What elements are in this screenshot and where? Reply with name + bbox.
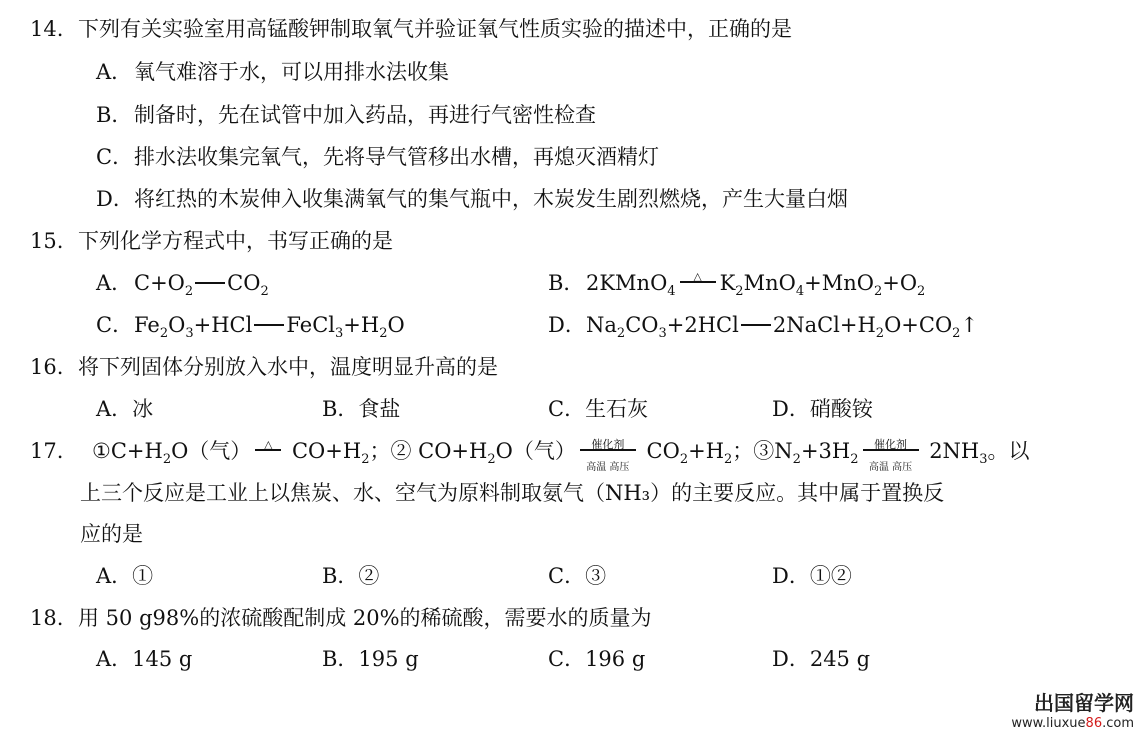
q14-stem: 14. 下列有关实验室用高锰酸钾制取氧气并验证氧气性质实验的描述中，正确的是 [30, 17, 792, 41]
equation-b: 2KMnO$_4$ △ $K_2MnO_4+MnO_2+O_2$ [586, 270, 926, 299]
q15-option-c: C．$Fe_2O_3+HCl$ $FeCl_3+H_2O$ [96, 313, 405, 341]
watermark-brand: 出国留学网 [1034, 691, 1134, 715]
q18-stem: 18. 用 50 g98%的浓硫酸配制成 20%的稀硫酸，需要水的质量为 [30, 606, 652, 630]
q14-option-b: B．制备时，先在试管中加入药品，再进行气密性检查 [96, 103, 596, 127]
q15-stem: 15. 下列化学方程式中，书写正确的是 [30, 229, 393, 253]
q16-option-c: C．生石灰 [548, 397, 649, 421]
equals-line [195, 282, 225, 284]
q15-option-d: D．$Na_2CO_3+2HCl$ $2NaCl+H_2O+CO_2↑$ [548, 313, 979, 341]
q18-option-c: C．196 g [548, 647, 646, 671]
q14-option-a: A．氧气难溶于水，可以用排水法收集 [96, 60, 449, 84]
q16-option-b: B．食盐 [322, 397, 401, 421]
q18-option-b: B．195 g [322, 647, 419, 671]
reaction-2: ② $CO+H_2O$（气） 催化剂 高温 高压 $CO_2+H_2$； [390, 438, 754, 473]
q15-option-b: B．2KMnO$_4$ △ $K_2MnO_4+MnO_2+O_2$ [548, 270, 926, 299]
site-watermark [1011, 687, 1134, 731]
reaction-3: $③N_2+3H_2$ 催化剂 高温 高压 $2NH_3$。以 [753, 438, 1030, 473]
equation-c: $Fe_2O_3+HCl$ $FeCl_3+H_2O$ [134, 313, 405, 341]
q17-stem-line1: 17. $①C+H_2O$（气） △ $CO+H_2$；② $CO+H_2O$（气） 催化剂 高温 高压 $CO_2+H_2$；$③N_2+3H_2$ 催化剂 高温 高压 $2NH_3$。以 [30, 438, 1030, 473]
equation-d: $Na_2CO_3+2HCl$ $2NaCl+H_2O+CO_2↑$ [586, 313, 979, 341]
watermark-url[interactable]: www.liuxue86.com [1011, 716, 1134, 731]
q15-option-a: A．$C+O_2$ $CO_2$ [96, 271, 269, 299]
q17-option-d: D．①② [772, 564, 852, 588]
reaction-1: $①C+H_2O$（气） △ $CO+H_2$； [92, 438, 391, 467]
q16-option-a: A．冰 [96, 397, 154, 421]
heat-arrow: △ [676, 270, 720, 294]
q16-stem: 16. 将下列固体分别放入水中，温度明显升高的是 [30, 355, 498, 379]
q17-stem-line2: 上三个反应是工业上以焦炭、水、空气为原料制取氨气（NH₃）的主要反应。其中属于置换反 [80, 481, 945, 505]
q16-option-d: D．硝酸铵 [772, 397, 873, 421]
q14-option-d: D．将红热的木炭伸入收集满氧气的集气瓶中，木炭发生剧烈燃烧，产生大量白烟 [96, 187, 848, 211]
q14-option-c: C．排水法收集完氧气，先将导气管移出水槽，再熄灭酒精灯 [96, 145, 659, 169]
q17-option-a: A．① [96, 564, 154, 588]
q17-stem-line3: 应的是 [80, 522, 143, 546]
q17-option-b: B．② [322, 564, 380, 588]
equation-a: $C+O_2$ $CO_2$ [134, 271, 269, 299]
q17-option-c: C．③ [548, 564, 607, 588]
q18-option-d: D．245 g [772, 647, 871, 671]
q18-option-a: A．145 g [96, 647, 193, 671]
